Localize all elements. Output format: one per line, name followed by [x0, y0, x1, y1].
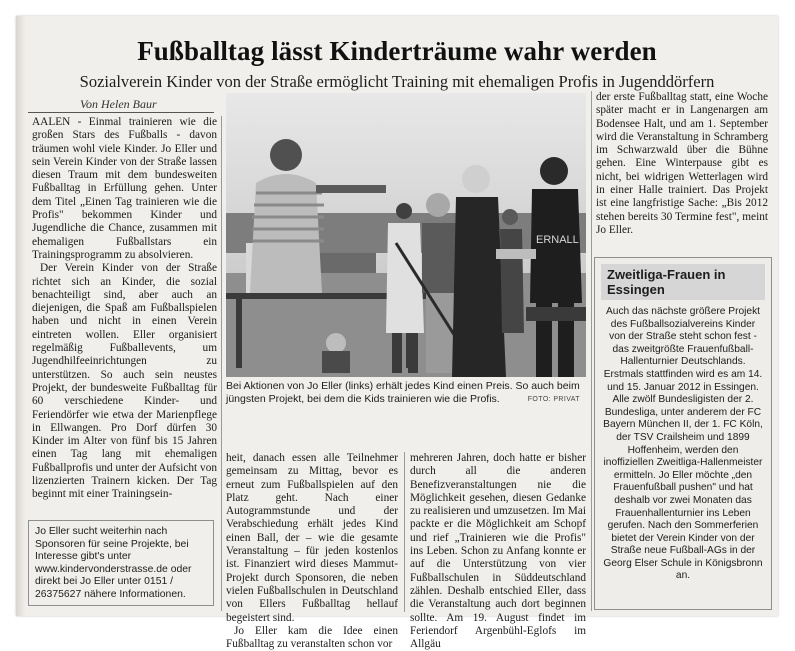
column-divider	[221, 116, 222, 611]
paragraph: AALEN - Einmal trainieren wie die großen Stars des Fußballs - davon träumen wohl viele Kinder. Jo Eller und sein Verein Kinder von der Straße lassen diesen Traum mit dem bundesweiten Fußballtag in Erfüllung gehen. Unter dem Titel „Einen Tag trainieren wie die Profis" bekommen Kinder und Jugendliche die Chance, zusammen mit ehemaligen Fußballstars ein Trainingsprogramm zu absolvieren.	[32, 116, 217, 261]
photo-caption	[226, 380, 586, 416]
article-column-4	[596, 91, 768, 253]
article-photo	[226, 93, 586, 377]
sidebar-title: Zweitliga-Frauen in Essingen	[601, 264, 765, 300]
column-divider	[591, 91, 592, 611]
subheadline: Sozialverein Kinder von der Straße ermöglicht Training mit ehemaligen Profis in Jugenddörfern	[79, 72, 715, 91]
article-column-3	[410, 452, 586, 651]
scan-edge-shadow	[16, 16, 26, 616]
info-box: Jo Eller sucht weiterhin nach Sponsoren für seine Projekte, bei Interesse gibt's unter www.kindervonderstrasse.de oder direkt bei Jo Eller unter 0151 / 26375627 nähere Informationen.	[28, 520, 214, 606]
photo-credit: FOTO: PRIVAT	[527, 396, 580, 403]
caption-text: Bei Aktionen von Jo Eller (links) erhält jedes Kind einen Preis. So auch beim jüngsten Projekt, bei dem die Kids trainieren wie die Profis.	[226, 380, 580, 405]
paragraph: der erste Fußballtag statt, eine Woche später macht er in Langenargen am Bodensee Halt, und am 1. September wird die Veranstaltung in Schramberg im Schwarzwald über die Bühne gehen. Eine Winterpause gibt es nicht, bei widrigen Wetterlagen wird in einer Halle trainiert. Das Projekt ist eine langfristige Sache: „Bis 2012 stehen bereits 30 Termine fest", meint Jo Eller.	[596, 91, 768, 236]
byline: Von Helen Baur	[80, 97, 157, 111]
paragraph: mehreren Jahren, doch hatte er bisher durch all die anderen Benefizveranstaltungen nie die Möglichkeit gesehen, diesen Gedanke zu realisieren und umzusetzen. Im Mai packte er die Möglichkeit am Schopf und rief „Trainieren wie die Profis" ins Leben. Schon zu Anfang konnte er auf die Unterstützung von vier Fußballschulen in Süddeutschland zählen. Deshalb entschied Eller, dass die Veranstaltung auch dort beginnen sollte. Am 19. August findet im Feriendorf Argenbühl-Eglofs im Allgäu	[410, 452, 586, 651]
newspaper-clipping	[16, 16, 778, 651]
paragraph: heit, danach essen alle Teilnehmer gemeinsam zu Mittag, bevor es erneut zum Fußballspielen auf den Platz geht. Nach einer Autogrammstunde und der Verabschiedung erhält jedes Kind einen Ball, der – wie die gesamte Veranstaltung – für jeden kostenlos ist. Finanziert wird dieses Mammut-Projekt durch Sponsoren, die neben vielen Fußballschulen in Deutschland von Ellers Fußballtag hellauf begeistert sind.	[226, 452, 398, 624]
photo-illustration	[226, 93, 586, 377]
headline: Fußballtag lässt Kinderträume wahr werden	[137, 36, 657, 66]
column-divider	[404, 452, 405, 612]
article-column-2	[226, 452, 398, 651]
paragraph: Der Verein Kinder von der Straße richtet sich an Kinder, die sozial benachteiligt sind, aber auch an diejenigen, die Spaß am Fußballspielen haben und nicht in einen Verein eintreten wollen. Eller organisiert regelmäßig Fußballevents, um Jugendhilfeeinrichtungen zu unterstützen. So auch sein neustes Projekt, der bundesweite Fußballtag für 60 verschiedene Kinder- und Feriendörfer wie etwa der Marienpflege in Ellwangen. Pro Dorf dürfen 30 Kinder im Alter von fünf bis 15 Jahren einen Tag lang mit ehemaligen Fußballprofis und unter der Aufsicht von lizenzierten Trainern kicken. Der Tag beginnt mit einer Trainingsein-	[32, 262, 217, 501]
sidebar-body: Auch das nächste größere Projekt des Fußballsozialvereins Kinder von der Straße steht schon fest - das zweitgrößte Frauenfußball-Hallenturnier Deutschlands. Erstmals stattfinden wird es am 14. und 15. Januar 2012 in Essingen. Alle zwölf Bundesligisten der 2. Bundesliga, unter anderem der FC Bayern München II, der 1. FC Köln, der TSV Crailsheim und 1899 Hoffenheim, werden den inoffiziellen Zweitliga-Hallenmeister ermitteln. Jo Eller möchte „den Frauenfußball pushen" und hat deshalb vor zwei Monaten das Frauenhallenturnier ins Leben gerufen. Nach den Sommerferien bietet der Verein Kinder von der Straße neue Fußball-AGs in der Georg Elser Schule in Königsbronn an.	[603, 306, 763, 582]
sidebar-box	[594, 257, 772, 610]
byline-rule	[28, 112, 214, 113]
paragraph: Jo Eller kam die Idee einen Fußballtag zu veranstalten schon vor	[226, 624, 398, 651]
svg-text:ERNALL: ERNALL	[536, 234, 579, 246]
article-column-1	[32, 116, 217, 514]
